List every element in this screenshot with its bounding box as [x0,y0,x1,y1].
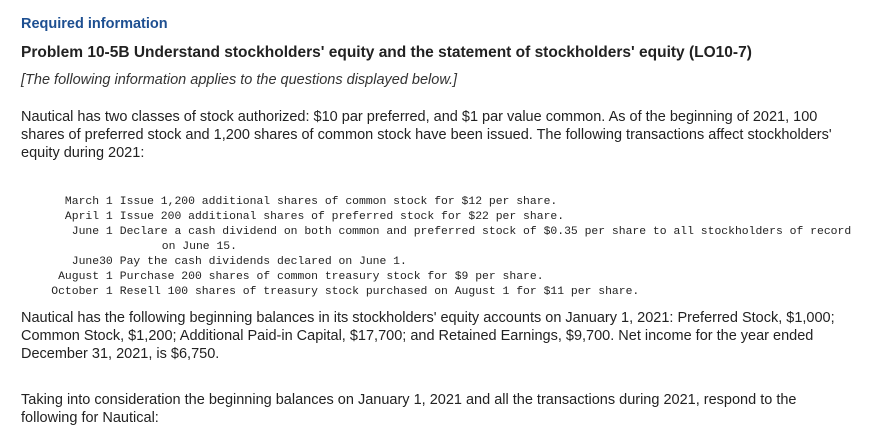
transaction-date: June30 [71,256,113,268]
transaction-row [21,270,861,285]
problem-title: Problem 10-5B Understand stockholders' equity and the statement of stockholders' equity (LO10-7) [21,44,752,61]
problem-page [21,14,861,426]
instruction-paragraph: Taking into consideration the beginning balances on January 1, 2021 and all the transactions during 2021, respond to the following for Nautical: [21,392,797,426]
transaction-row [21,210,861,225]
transaction-row [21,255,861,270]
transaction-description: Issue 200 additional shares of preferred stock for $22 per share. [119,211,565,223]
transaction-description: Declare a cash dividend on both common and preferred stock of $0.35 per share to all stockholders of record on June 15. [119,226,852,253]
transaction-row [21,195,861,210]
transactions-table [21,195,861,300]
transaction-row [21,225,861,255]
transaction-date: October 1 [51,286,113,298]
transaction-row [21,285,861,300]
transaction-date: June 1 [71,226,113,238]
balances-paragraph: Nautical has the following beginning balances in its stockholders' equity accounts on January 1, 2021: Preferred Stock, $1,000; Common Stock, $1,200; Additional Paid-in Capital, $17,700; and Retained Earnings, $9,700. Net income for the year ended December 31, 2021, is $6,750. [21,310,835,362]
transaction-date: April 1 [64,211,113,223]
transaction-description: Issue 1,200 additional shares of common stock for $12 per share. [119,196,558,208]
transaction-date: March 1 [64,196,113,208]
required-information-heading: Required information [21,16,168,32]
transaction-date: August 1 [58,271,113,283]
transaction-description: Pay the cash dividends declared on June 1. [119,256,407,268]
transaction-description: Resell 100 shares of treasury stock purchased on August 1 for $11 per share. [119,286,640,298]
intro-paragraph: Nautical has two classes of stock authorized: $10 par preferred, and $1 par value common. As of the beginning of 2021, 100 shares of preferred stock and 1,200 shares of common stock have been issued. The following transactions affect stockholders' equity during 2021: [21,109,832,161]
transaction-description: Purchase 200 shares of common treasury stock for $9 per share. [119,271,544,283]
intro-note: [The following information applies to the questions displayed below.] [21,72,458,88]
